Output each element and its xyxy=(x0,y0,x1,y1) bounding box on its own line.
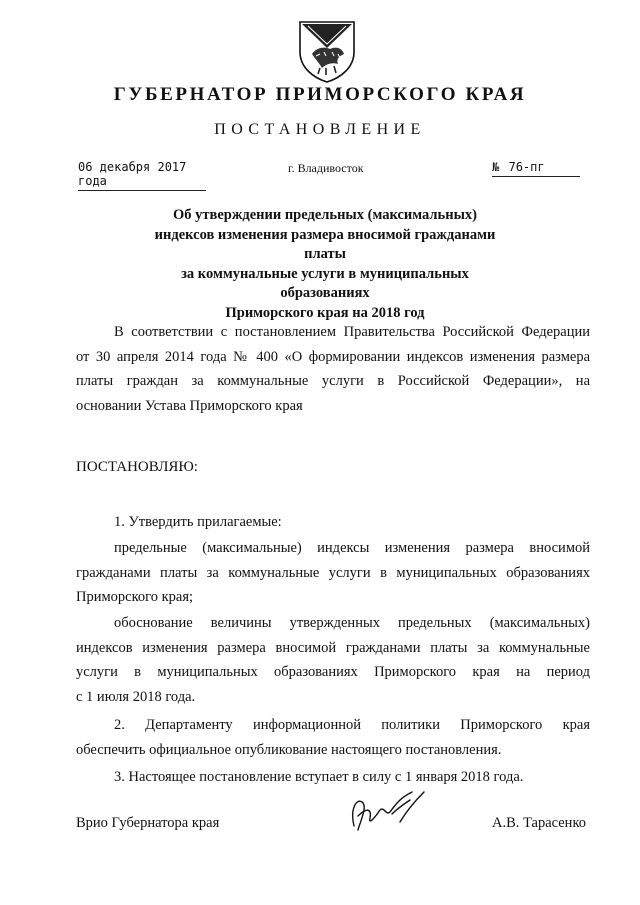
signature-icon xyxy=(340,786,432,838)
item-line: услуги в муниципальных образованиях Приморского края на период xyxy=(76,664,590,680)
item-1-sub-2 xyxy=(76,611,590,709)
document-type: ПОСТАНОВЛЕНИЕ xyxy=(214,121,426,138)
item-1-heading: 1. Утвердить прилагаемые: xyxy=(114,514,282,530)
document-date: 06 декабря 2017 года xyxy=(78,160,206,191)
item-line: Приморского края; xyxy=(76,589,194,605)
item-3: 3. Настоящее постановление вступает в силу с 1 января 2018 года. xyxy=(114,769,524,785)
item-line: с 1 июля 2018 года. xyxy=(76,688,196,705)
preamble-line: основании Устава Приморского края xyxy=(76,397,303,414)
document-title xyxy=(140,206,510,323)
resolution-keyword: ПОСТАНОВЛЯЮ: xyxy=(76,459,198,475)
title-line: Об утверждении предельных (максимальных) xyxy=(173,207,477,223)
document-number xyxy=(492,160,580,177)
item-line: обеспечить официальное опубликование настоящего постановления. xyxy=(76,741,502,758)
item-line: индексов изменения размера вносимой гражданами платы за коммунальные xyxy=(76,639,590,656)
item-2 xyxy=(76,713,590,762)
preamble-line: В соответствии с постановлением Правительства Российской Федерации xyxy=(114,324,590,340)
issuer-title: ГУБЕРНАТОР ПРИМОРСКОГО КРАЯ xyxy=(113,84,527,105)
preamble-line: платы граждан за коммунальные услуги в Российской Федерации», на xyxy=(76,373,590,389)
item-1-sub-1 xyxy=(76,536,590,610)
signatory-name: А.В. Тарасенко xyxy=(492,815,587,831)
title-line: индексов изменения размера вносимой гражданами платы xyxy=(154,226,496,262)
number-prefix: № xyxy=(492,160,500,174)
coat-of-arms-icon xyxy=(296,18,358,84)
preamble-line: от 30 апреля 2014 года № 400 «О формировании индексов изменения размера xyxy=(76,348,590,365)
item-line: обоснование величины утвержденных предельных (максимальных) xyxy=(114,615,590,631)
document-city: г. Владивосток xyxy=(288,161,364,175)
number-value: 76-пг xyxy=(508,160,545,174)
item-line: 2. Департаменту информационной политики Приморского края xyxy=(114,717,590,733)
title-line: за коммунальные услуги в муниципальных образованиях xyxy=(181,265,469,301)
preamble-paragraph xyxy=(76,320,590,418)
signatory-position: Врио Губернатора края xyxy=(76,815,220,831)
title-line: Приморского края на 2018 год xyxy=(225,304,425,321)
item-line: гражданами платы за коммунальные услуги в муниципальных образованиях xyxy=(76,564,590,581)
item-line: предельные (максимальные) индексы изменения размера вносимой xyxy=(114,540,590,556)
